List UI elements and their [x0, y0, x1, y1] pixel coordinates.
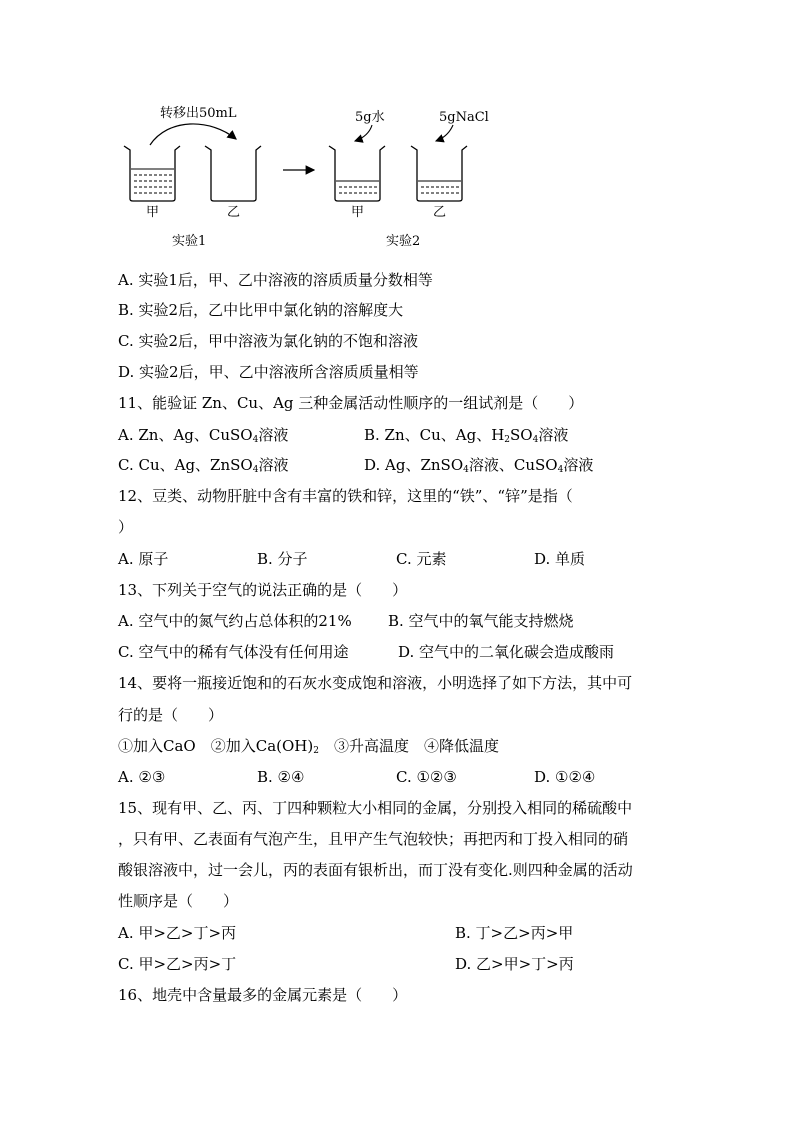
- q10-option-a: A. 实验1后，甲、乙中溶液的溶质质量分数相等: [118, 271, 433, 289]
- beaker-label-jia-2: 甲: [351, 205, 365, 220]
- q11-option-d: D. Ag、ZnSO$_4$溶液、CuSO$_4$溶液: [364, 456, 594, 475]
- q14-option-a: A. ②③: [118, 768, 166, 786]
- q11-stem: 11、能验证 Zn、Cu、Ag 三种金属活动性顺序的一组试剂是（ ）: [118, 394, 584, 412]
- salt-arrow: [436, 125, 453, 141]
- q15-stem-line4: 性顺序是（ ）: [118, 892, 239, 910]
- q15-stem-line2: ，只有甲、乙表面有气泡产生，且甲产生气泡较快；再把丙和丁投入相同的硝: [118, 830, 629, 848]
- experiment-1-label: 实验1: [172, 234, 207, 249]
- q14-methods: ①加入CaO ②加入$Ca(OH)_2$ ③升高温度 ④降低温度: [118, 737, 499, 756]
- q14-option-c: C. ①②③: [396, 768, 457, 786]
- beaker-label-yi-2: 乙: [433, 205, 447, 220]
- beaker-yi-1: [205, 146, 261, 201]
- q14-stem-line1: 14、要将一瓶接近饱和的石灰水变成饱和溶液，小明选择了如下方法，其中可: [118, 674, 633, 692]
- q10-option-d: D. 实验2后，甲、乙中溶液所含溶质质量相等: [118, 363, 419, 381]
- beaker-jia-1: [124, 146, 180, 201]
- q11-option-a: A. Zn、Ag、CuSO$_4$溶液: [118, 426, 289, 445]
- q13-option-b: B. 空气中的氧气能支持燃烧: [388, 612, 574, 630]
- water-label: 5g水: [355, 110, 385, 125]
- beaker-label-yi-1: 乙: [227, 205, 241, 220]
- q11-option-c: C. Cu、Ag、ZnSO$_4$溶液: [118, 456, 289, 475]
- q12-stem: 12、豆类、动物肝脏中含有丰富的铁和锌，这里的“铁”、“锌”是指（: [118, 487, 573, 505]
- q12-option-a: A. 原子: [118, 550, 169, 568]
- q15-stem-line1: 15、现有甲、乙、丙、丁四种颗粒大小相同的金属，分别投入相同的稀硫酸中: [118, 799, 633, 817]
- q13-option-d: D. 空气中的二氧化碳会造成酸雨: [398, 643, 615, 661]
- q10-option-b: B. 实验2后，乙中比甲中氯化钠的溶解度大: [118, 301, 404, 319]
- q13-option-c: C. 空气中的稀有气体没有任何用途: [118, 643, 349, 661]
- q11-option-b: B. Zn、Cu、Ag、$H_2SO_4$溶液: [364, 426, 569, 445]
- transfer-label: 转移出50mL: [160, 106, 237, 121]
- q16-stem: 16、地壳中含量最多的金属元素是（ ）: [118, 986, 408, 1004]
- salt-label: 5gNaCl: [439, 110, 489, 125]
- q15-option-b: B. 丁>乙>丙>甲: [455, 924, 574, 942]
- beaker-label-jia-1: 甲: [146, 205, 160, 220]
- transfer-arrow: [150, 124, 236, 145]
- q14-stem-line2: 行的是（ ）: [118, 706, 224, 724]
- q12-stem-cont: ）: [118, 518, 134, 536]
- experiment-figure: [0, 0, 794, 260]
- q13-stem: 13、下列关于空气的说法正确的是（ ）: [118, 581, 408, 599]
- q14-option-d: D. ①②④: [534, 768, 596, 786]
- q10-option-c: C. 实验2后，甲中溶液为氯化钠的不饱和溶液: [118, 332, 419, 350]
- beaker-yi-2: [411, 146, 467, 201]
- q15-stem-line3: 酸银溶液中，过一会儿，丙的表面有银析出，而丁没有变化.则四种金属的活动: [118, 861, 633, 879]
- beaker-jia-2: [329, 146, 385, 201]
- q12-option-c: C. 元素: [396, 550, 447, 568]
- q12-option-d: D. 单质: [534, 550, 586, 568]
- water-arrow: [355, 125, 372, 141]
- q15-option-c: C. 甲>乙>丙>丁: [118, 955, 237, 973]
- q13-option-a: A. 空气中的氮气约占总体积的21%: [118, 612, 352, 630]
- q15-option-a: A. 甲>乙>丁>丙: [118, 924, 237, 942]
- q15-option-d: D. 乙>甲>丁>丙: [455, 955, 574, 973]
- q14-option-b: B. ②④: [257, 768, 305, 786]
- experiment-2-label: 实验2: [386, 234, 421, 249]
- q12-option-b: B. 分子: [257, 550, 308, 568]
